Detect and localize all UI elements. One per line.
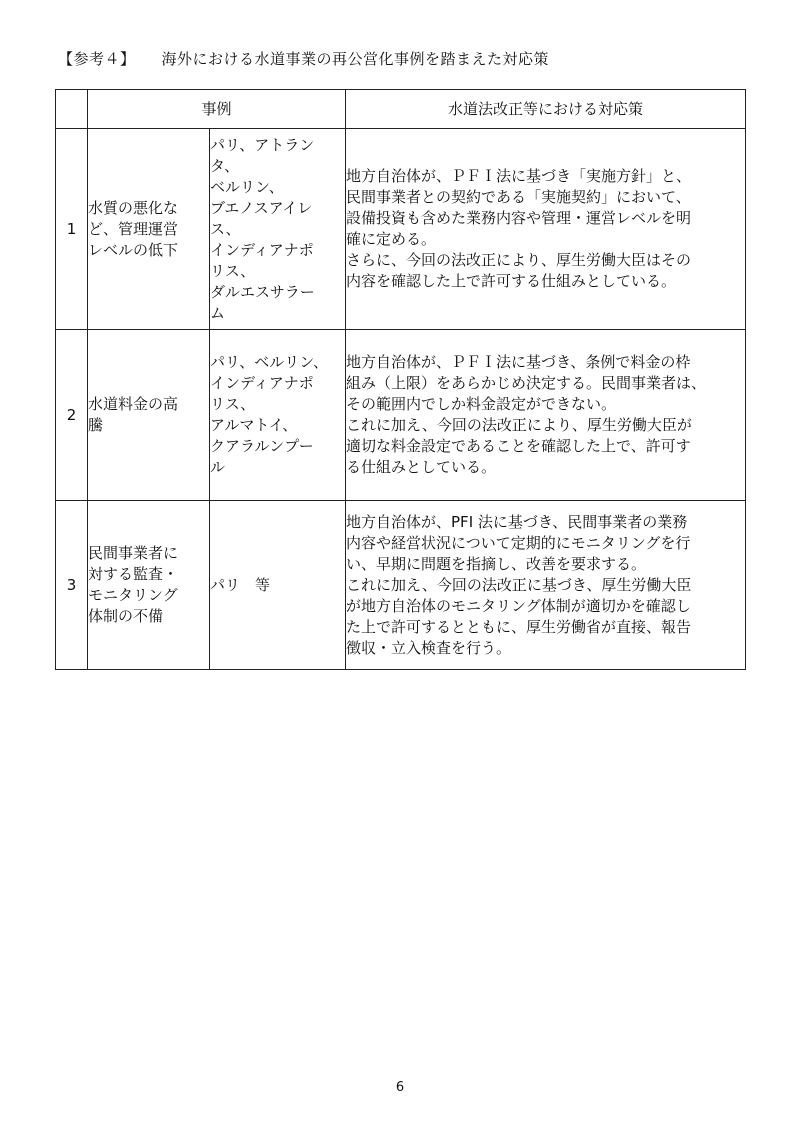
header-measures: 水道法改正等における対応策 <box>346 90 746 129</box>
row-measure: 地方自治体が、ＰＦＩ法に基づき、条例で料金の枠 組み（上限）をあらかじめ決定する。民間事業者は、 その範囲内でしか料金設定ができない。 これに加え、今回の法改正により、厚生労働大臣が 適切な料金設定であることを確認した上で、許可す る仕組みとしている。 <box>346 330 746 501</box>
table-header-row <box>56 90 746 129</box>
row-issue: 水道料金の高 騰 <box>88 330 210 501</box>
row-number: 2 <box>56 330 88 501</box>
page-number: 6 <box>395 1080 405 1095</box>
page-heading <box>58 48 549 69</box>
page-title: 海外における水道事業の再公営化事例を踏まえた対応策 <box>161 50 550 68</box>
table-row <box>56 501 746 670</box>
row-number: 3 <box>56 501 88 670</box>
row-issue: 水質の悪化な ど、管理運営 レベルの低下 <box>88 129 210 330</box>
header-num <box>56 90 88 129</box>
countermeasures-table <box>55 89 746 670</box>
row-number: 1 <box>56 129 88 330</box>
reference-label: 【参考４】 <box>58 50 136 68</box>
row-measure: 地方自治体が、ＰＦＩ法に基づき「実施方針」と、 民間事業者との契約である「実施契約」において、 設備投資も含めた業務内容や管理・運営レベルを明 確に定める。 さらに、今回の法改正により、厚生労働大臣はその 内容を確認した上で許可する仕組みとしている。 <box>346 129 746 330</box>
row-measure: 地方自治体が、PFI 法に基づき、民間事業者の業務 内容や経営状況について定期的にモニタリングを行 い、早期に問題を指摘し、改善を要求する。 これに加え、今回の法改正に基づき、厚生労働大臣 が地方自治体のモニタリング体制が適切かを確認し た上で許可するとともに、厚生労働省が直接、報告 徴収・立入検査を行う。 <box>346 501 746 670</box>
row-issue: 民間事業者に 対する監査・ モニタリング 体制の不備 <box>88 501 210 670</box>
table-row <box>56 129 746 330</box>
row-cases: パリ 等 <box>210 501 346 670</box>
table-row <box>56 330 746 501</box>
header-cases: 事例 <box>88 90 346 129</box>
row-cases: パリ、ベルリン、 インディアナポ リス、 アルマトイ、 クアラルンプー ル <box>210 330 346 501</box>
row-cases: パリ、アトラン タ、 ベルリン、 ブエノスアイレ ス、 インディアナポ リス、 ダルエスサラー ム <box>210 129 346 330</box>
